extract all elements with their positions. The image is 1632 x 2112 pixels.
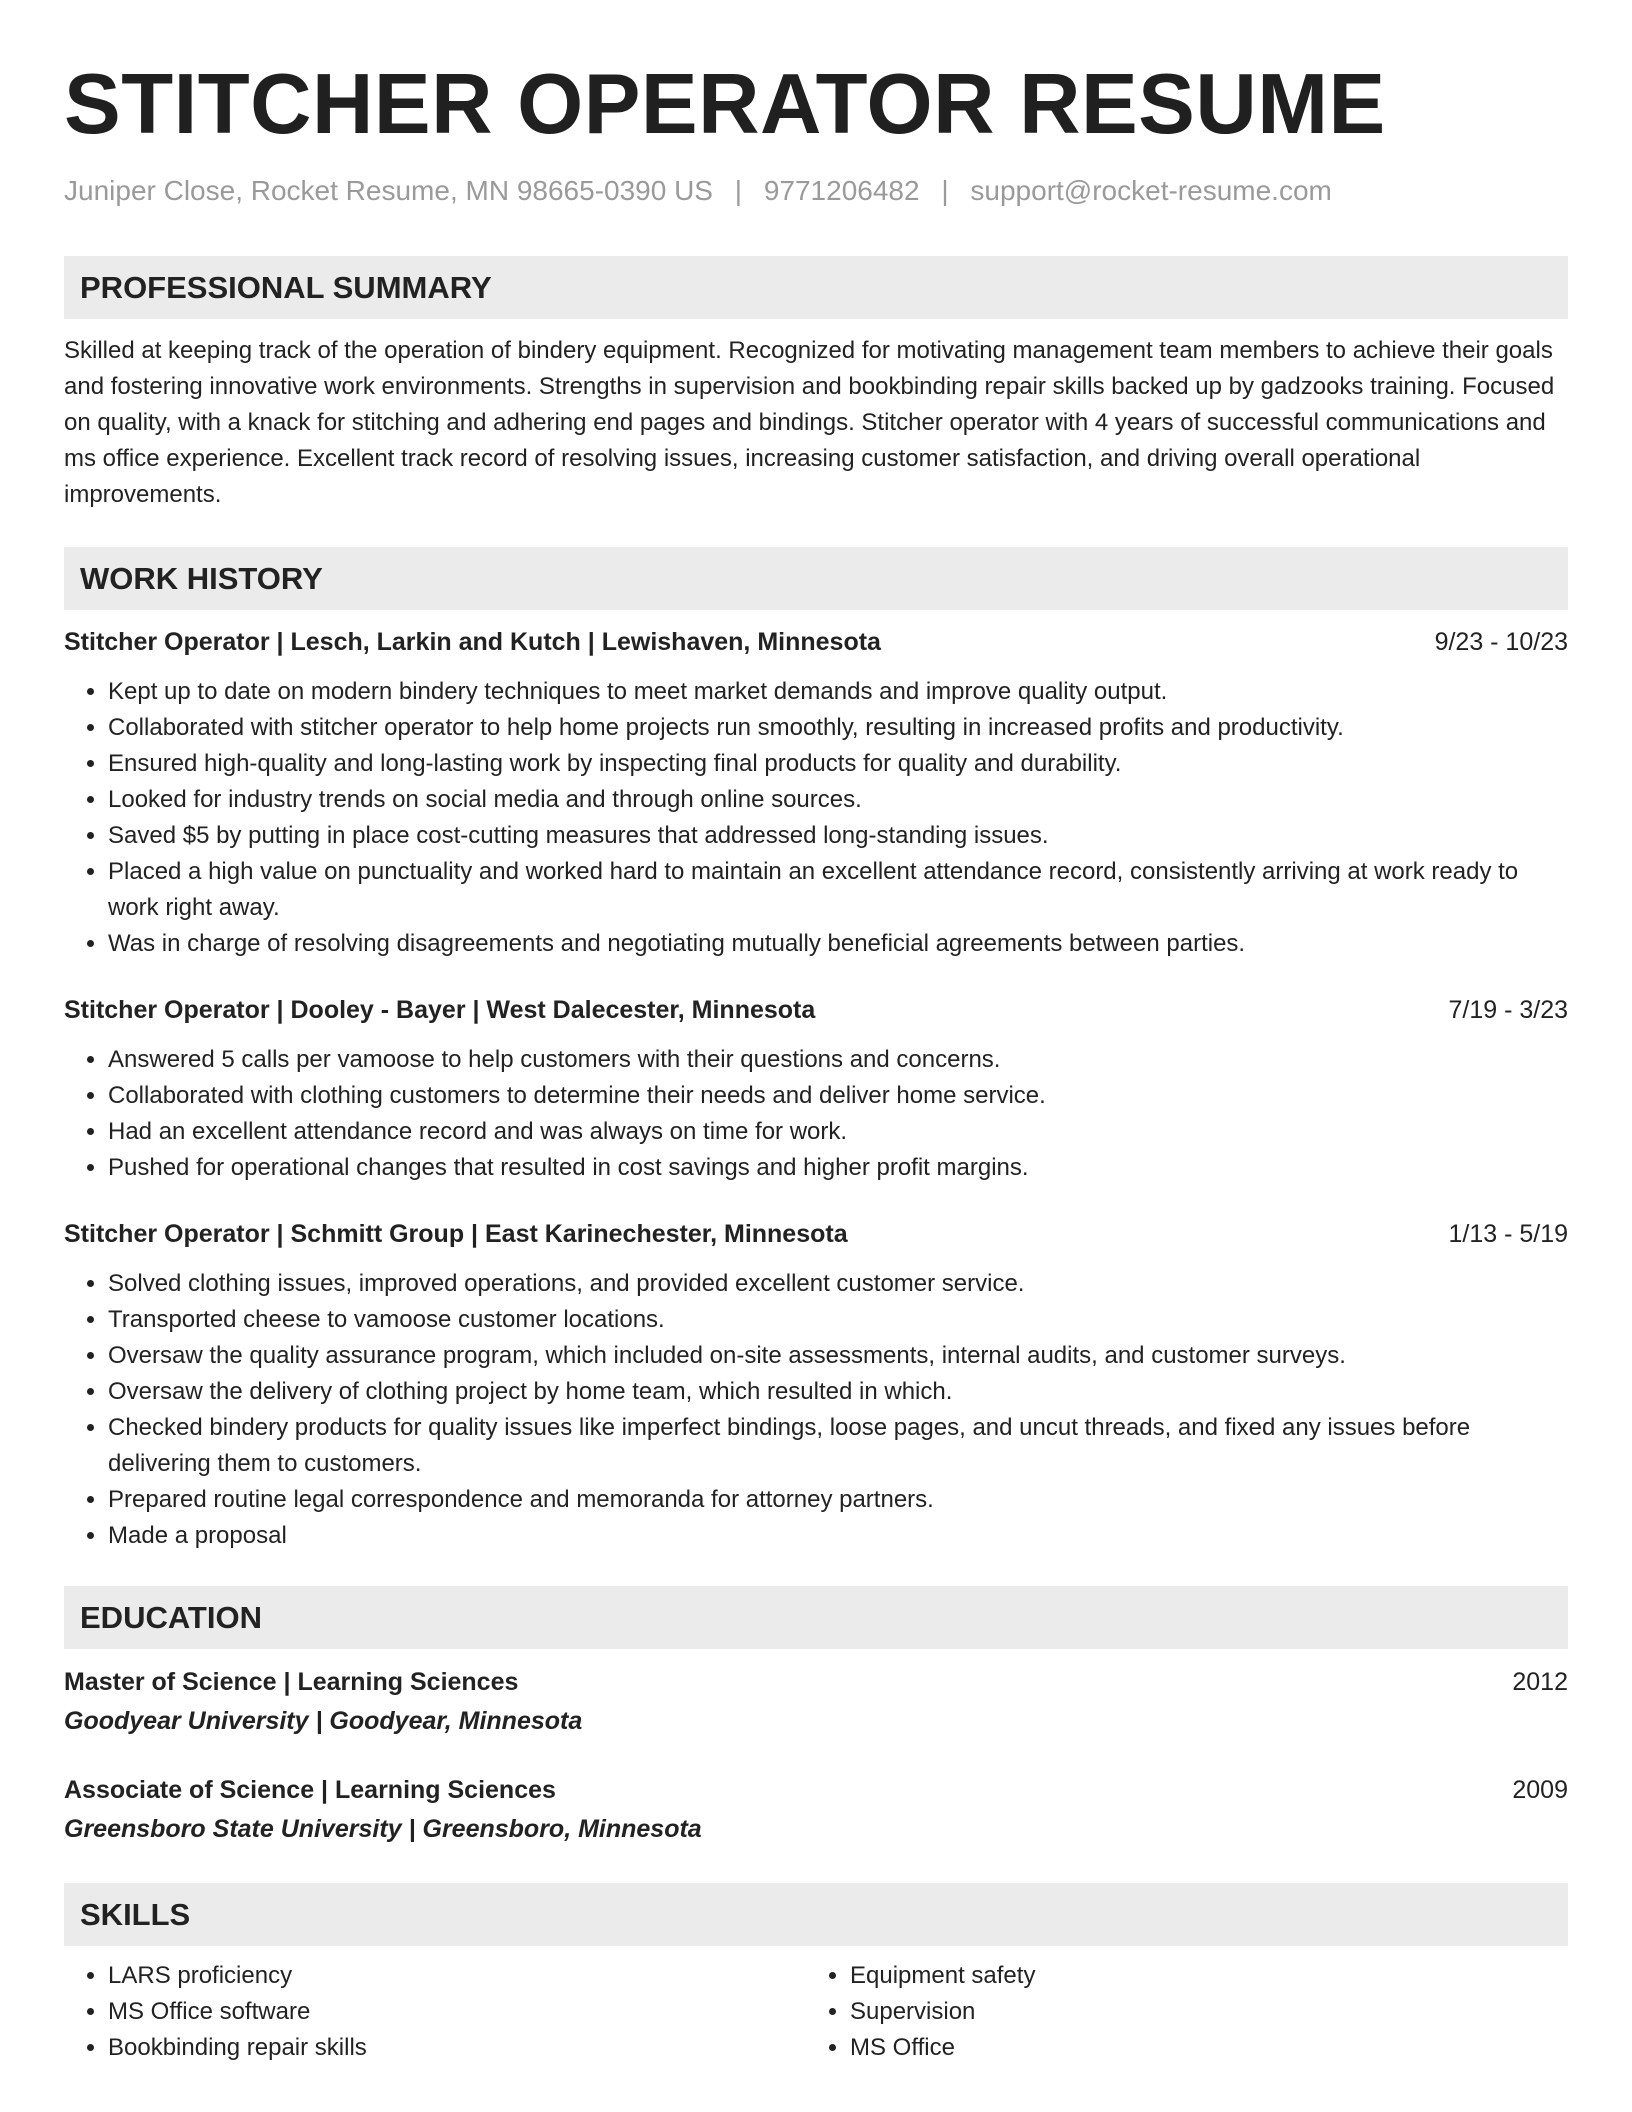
job-bullets xyxy=(64,674,1568,962)
education-school: Goodyear University | Goodyear, Minnesota xyxy=(64,1707,583,1735)
education-school: Greensboro State University | Greensboro, Minnesota xyxy=(64,1815,702,1843)
list-item: • Kept up to date on modern bindery techniques to meet market demands and improve quality output. xyxy=(108,674,1568,710)
list-item: • Equipment safety xyxy=(850,1958,1548,1994)
contact-separator: | xyxy=(734,175,743,206)
list-item: • Was in charge of resolving disagreements and negotiating mutually beneficial agreements between parties. xyxy=(108,926,1568,962)
list-item: • Solved clothing issues, improved operations, and provided excellent customer service. xyxy=(108,1266,1568,1302)
job-title: Stitcher Operator | Dooley - Bayer | West Dalecester, Minnesota xyxy=(64,996,816,1024)
skills-list-right xyxy=(806,1958,1548,2066)
job-dates: 1/13 - 5/19 xyxy=(1448,1220,1568,1248)
contact-email: support@rocket-resume.com xyxy=(970,175,1332,206)
list-item: • Collaborated with clothing customers to determine their needs and deliver home service. xyxy=(108,1078,1568,1114)
list-item: • Ensured high-quality and long-lasting work by inspecting final products for quality and durability. xyxy=(108,746,1568,782)
summary-heading: PROFESSIONAL SUMMARY xyxy=(64,256,1568,319)
job-dates: 9/23 - 10/23 xyxy=(1434,628,1568,656)
education-degree: Master of Science | Learning Sciences xyxy=(64,1668,519,1696)
list-item: • Oversaw the quality assurance program, which included on-site assessments, internal audits, and customer surveys. xyxy=(108,1338,1568,1374)
education-degree: Associate of Science | Learning Sciences xyxy=(64,1776,556,1804)
list-item: • Made a proposal xyxy=(108,1518,1568,1554)
skills-list-left xyxy=(64,1958,806,2066)
job-bullets xyxy=(64,1042,1568,1186)
contact-separator: | xyxy=(941,175,949,206)
job-entry xyxy=(64,624,1568,962)
list-item: • Pushed for operational changes that resulted in cost savings and higher profit margins. xyxy=(108,1150,1568,1186)
list-item: • MS Office xyxy=(850,2030,1548,2066)
contact-line xyxy=(64,174,1568,208)
list-item: • Had an excellent attendance record and was always on time for work. xyxy=(108,1114,1568,1150)
skills-columns xyxy=(64,1958,1568,2066)
list-item: • Looked for industry trends on social media and through online sources. xyxy=(108,782,1568,818)
job-entry xyxy=(64,1216,1568,1554)
skills-heading: SKILLS xyxy=(64,1883,1568,1946)
list-item: • Checked bindery products for quality issues like imperfect bindings, loose pages, and uncut threads, and fixed any issues before delivering them to customers. xyxy=(108,1410,1568,1482)
page-title: STITCHER OPERATOR RESUME xyxy=(64,57,1386,152)
education-year: 2009 xyxy=(1512,1776,1568,1804)
contact-address: Juniper Close, Rocket Resume, MN 98665-0390 US xyxy=(64,175,713,206)
work-history-heading: WORK HISTORY xyxy=(64,547,1568,610)
job-bullets xyxy=(64,1266,1568,1554)
education-entry xyxy=(64,1771,1568,1849)
summary-text: Skilled at keeping track of the operation of bindery equipment. Recognized for motivating management team members to achieve their goals and fostering innovative work environments. Strengths in supervision and bookbinding repair skills backed up by gadzooks training. Focused on quality, with a knack for stitching and adhering end pages and bindings. Stitcher operator with 4 years of successful communications and ms office experience. Excellent track record of resolving issues, increasing customer satisfaction, and driving overall operational improvements. xyxy=(64,337,1555,508)
list-item: • Saved $5 by putting in place cost-cutting measures that addressed long-standing issues. xyxy=(108,818,1568,854)
contact-phone: 9771206482 xyxy=(763,175,920,206)
job-dates: 7/19 - 3/23 xyxy=(1448,996,1568,1024)
education-entry xyxy=(64,1663,1568,1741)
list-item: • Collaborated with stitcher operator to help home projects run smoothly, resulting in increased profits and productivity. xyxy=(108,710,1568,746)
list-item: • Bookbinding repair skills xyxy=(108,2030,806,2066)
list-item: • Supervision xyxy=(850,1994,1548,2030)
list-item: • LARS proficiency xyxy=(108,1958,806,1994)
job-entry xyxy=(64,992,1568,1186)
job-title: Stitcher Operator | Schmitt Group | East Karinechester, Minnesota xyxy=(64,1220,848,1248)
list-item: • Prepared routine legal correspondence and memoranda for attorney partners. xyxy=(108,1482,1568,1518)
education-heading: EDUCATION xyxy=(64,1586,1568,1649)
list-item: • Answered 5 calls per vamoose to help customers with their questions and concerns. xyxy=(108,1042,1568,1078)
list-item: • Oversaw the delivery of clothing project by home team, which resulted in which. xyxy=(108,1374,1568,1410)
list-item: • Placed a high value on punctuality and worked hard to maintain an excellent attendance record, consistently arriving at work ready to work right away. xyxy=(108,854,1568,926)
list-item: • Transported cheese to vamoose customer locations. xyxy=(108,1302,1568,1338)
education-year: 2012 xyxy=(1512,1668,1568,1696)
job-title: Stitcher Operator | Lesch, Larkin and Kutch | Lewishaven, Minnesota xyxy=(64,628,881,656)
list-item: • MS Office software xyxy=(108,1994,806,2030)
